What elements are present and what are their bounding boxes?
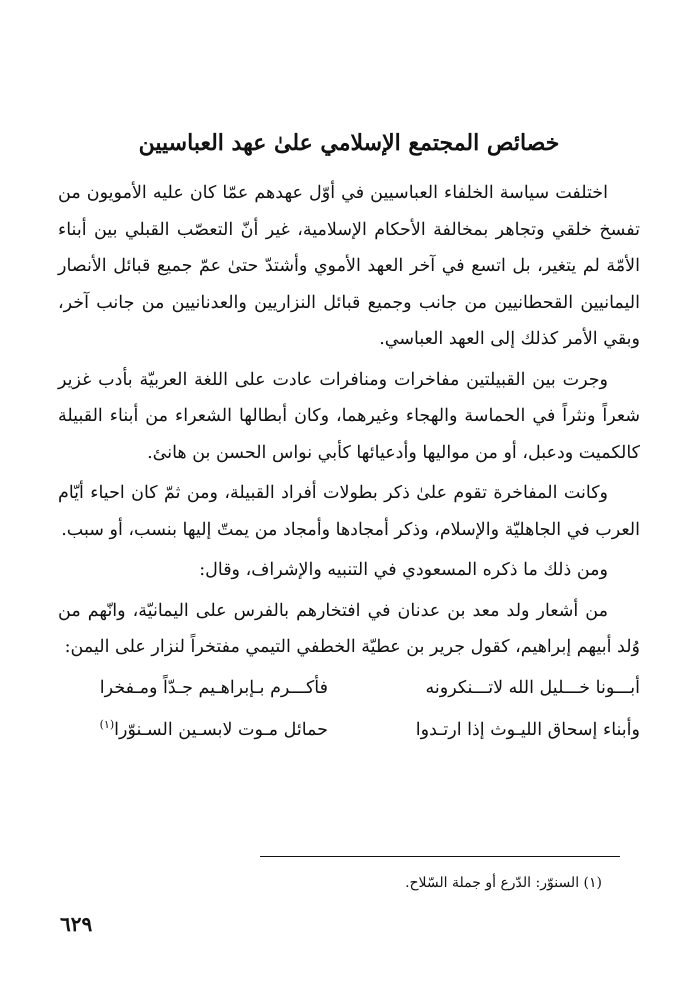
verse-2-second-hemistich bbox=[58, 710, 328, 750]
page-number: ٦٢٩ bbox=[60, 912, 93, 936]
paragraph-1: اختلفت سياسة الخلفاء العباسيين في أوّل عهدهم عمّا كان عليه الأمويون من تفسخ خلقي وتجاهر بمخالفة الأحكام الإسلامية، غير أنّ التعصّب القبلي بين أبناء الأمّة لم يتغير، بل اتسع في آخر العهد الأموي وأشتدّ حتىٰ عمّ جميع قبائل الأنصار اليمانيين القحطانيين من جانب وجميع قبائل النزاريين والعدنانيين من جانب آخر، وبقي الأمر كذلك إلى العهد العباسي. bbox=[58, 183, 640, 349]
footnote-divider bbox=[260, 856, 620, 857]
verse-2-first-hemistich: وأبناء إسحاق الليـوث إذا ارتـدوا bbox=[415, 719, 640, 740]
main-text bbox=[58, 175, 640, 750]
verse-2-second-text: حمائل مـوت لابسـين السـنوّرا bbox=[114, 719, 328, 740]
footnote: (١) السنوّر: الدّرع أو جملة السّلاح. bbox=[405, 875, 602, 891]
verse-1-second-hemistich: فأكـــرم بـإبراهـيم جـدّاً ومـفخرا bbox=[99, 677, 328, 698]
paragraph-3: وكانت المفاخرة تقوم علىٰ ذكر بطولات أفراد القبيلة، ومن ثمّ كان احياء أيّام العرب في الجاهليّة والإسلام، وذكر أمجادها وأمجاد من يمتّ إليها بنسب، أو سبب. bbox=[58, 483, 640, 540]
paragraph-5: من أشعار ولد معد بن عدنان في افتخارهم بالفرس على اليمانيّة، وانّهم من وُلد أبيهم إبراهيم، كقول جرير بن عطيّة الخطفي التيمي مفتخراً لنزار على اليمن: bbox=[58, 600, 640, 657]
paragraph-2: وجرت بين القبيلتين مفاخرات ومنافرات عادت على اللغة العربيّة بأدب غزير شعراً ونثراً في الحماسة والهجاء وغيرهما، وكان أبطالها الشعراء من أبناء القبيلة كالكميت ودعبل، أو من مواليها وأدعيائها كأبي نواس الحسن بن هانئ. bbox=[58, 369, 640, 463]
verse-line-2 bbox=[58, 710, 640, 750]
paragraph-4: ومن ذلك ما ذكره المسعودي في التنبيه والإشراف، وقال: bbox=[199, 560, 608, 580]
footnote-reference: (١) bbox=[99, 717, 115, 731]
verse-line-1 bbox=[58, 668, 640, 708]
page-title: خصائص المجتمع الإسلامي علىٰ عهد العباسيين bbox=[138, 129, 560, 156]
verse-1-first-hemistich: أبـــونا خـــليل الله لاتـــنكرونه bbox=[425, 677, 640, 698]
